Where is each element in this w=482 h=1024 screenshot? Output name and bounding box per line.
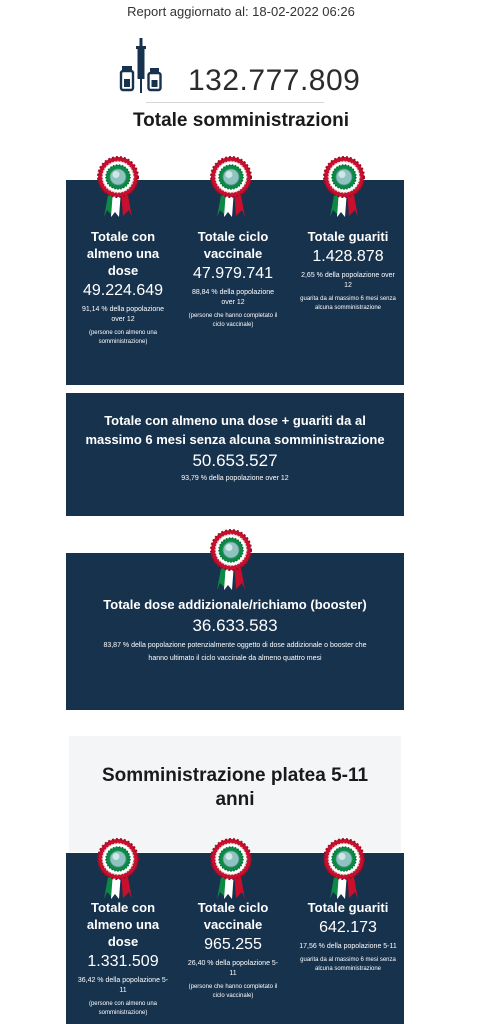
stat-label: Totale dose addizionale/richiamo (booster): [103, 597, 367, 612]
stat-percentage: 17,56 % della popolazione 5-11: [299, 943, 397, 950]
stat-note: (persone con almeno una somministrazione): [88, 330, 158, 345]
stat-at-least-one-dose: [76, 228, 170, 346]
italian-rosette-icon: [323, 156, 365, 218]
stat-label: Totale guariti: [307, 229, 389, 244]
kids-section-banner: [69, 736, 401, 852]
stat-note: (persone con almeno una somministrazione): [88, 1001, 158, 1016]
combo-stats-card: [66, 393, 404, 516]
stat-label: Totale guariti: [307, 900, 389, 915]
total-administrations-hero: [118, 38, 361, 108]
stat-value: 1.331.509: [87, 953, 159, 970]
vaccine-vials-icon: [118, 38, 164, 94]
stat-booster: [66, 595, 404, 665]
italian-rosette-icon: [210, 156, 252, 218]
stat-label: Totale ciclo vaccinale: [197, 229, 269, 261]
stat-value: 50.653.527: [192, 451, 278, 470]
stat-value: 1.428.878: [312, 248, 384, 265]
italian-rosette-icon: [97, 838, 139, 900]
kids-stat-full-cycle: [186, 899, 280, 1000]
stat-note: guarita da al massimo 6 mesi senza alcuna somministrazione: [300, 296, 396, 311]
italian-rosette-icon: [210, 838, 252, 900]
stat-note: (persone che hanno completato il ciclo vaccinale): [188, 984, 278, 999]
kids-stat-at-least-one-dose: [76, 899, 170, 1017]
stat-percentage: 93,79 % della popolazione over 12: [181, 475, 289, 482]
stat-percentage: 83,87 % della popolazione potenzialmente oggetto di dose addizionale o booster che hanno ultimato il ciclo vaccinale da almeno quattro mesi: [103, 642, 367, 662]
stat-percentage: 88,84 % della popolazione over 12: [191, 289, 275, 306]
stat-label: Totale con almeno una dose + guariti da al massimo 6 mesi senza alcuna somministrazione: [85, 413, 385, 447]
total-administrations-title: Totale somministrazioni: [132, 110, 350, 131]
divider: [146, 102, 324, 103]
stat-label: Totale con almeno una dose: [86, 900, 160, 949]
stat-percentage: 91,14 % della popolazione over 12: [81, 306, 165, 323]
stat-note: guarita da al massimo 6 mesi senza alcuna somministrazione: [300, 957, 396, 972]
italian-rosette-icon: [210, 529, 252, 591]
total-administrations-value: 132.777.809: [188, 64, 361, 97]
stat-percentage: 36,42 % della popolazione 5-11: [77, 977, 169, 994]
stat-percentage: 2,65 % della popolazione over 12: [301, 272, 395, 289]
stat-combo: [66, 411, 404, 485]
stat-value: 642.173: [319, 919, 377, 936]
italian-rosette-icon: [323, 838, 365, 900]
stat-value: 36.633.583: [192, 616, 278, 635]
stat-percentage: 26,40 % della popolazione 5-11: [187, 960, 279, 977]
stat-recovered: [298, 228, 398, 312]
stat-full-cycle: [186, 228, 280, 329]
report-updated-text: Report aggiornato al: 18-02-2022 06:26: [127, 4, 355, 19]
stat-label: Totale ciclo vaccinale: [197, 900, 269, 932]
stat-value: 49.224.649: [82, 282, 164, 299]
kids-stat-recovered: [298, 899, 398, 973]
stat-value: 47.979.741: [192, 265, 274, 282]
stat-value: 965.255: [204, 936, 262, 953]
stat-label: Totale con almeno una dose: [86, 229, 160, 278]
italian-rosette-icon: [97, 156, 139, 218]
kids-section-title: Somministrazione platea 5-11 anni: [101, 765, 369, 810]
stat-note: (persone che hanno completato il ciclo vaccinale): [188, 313, 278, 328]
